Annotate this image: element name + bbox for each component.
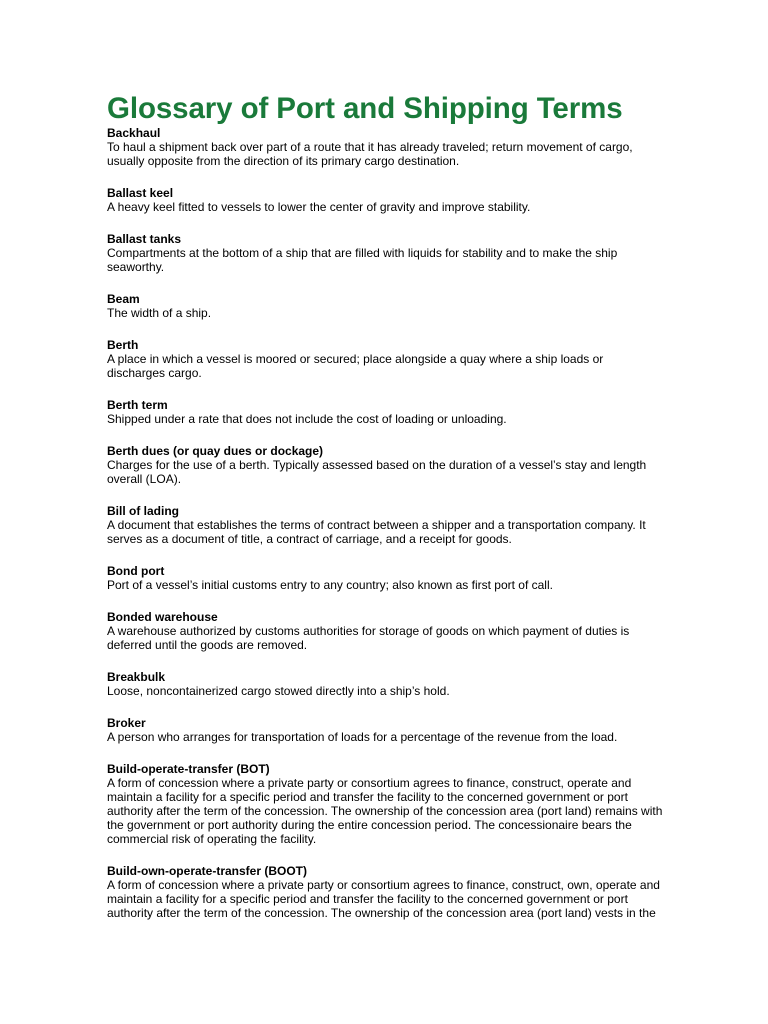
glossary-definition-line: usually opposite from the direction of its primary cargo destination. — [107, 154, 460, 168]
glossary-definition-line: A document that establishes the terms of contract between a shipper and a transportation company. It — [107, 518, 646, 532]
glossary-term: Berth — [107, 338, 139, 352]
glossary-term: Ballast tanks — [107, 232, 182, 246]
entry-spacer — [107, 426, 667, 444]
glossary-entry — [107, 398, 667, 426]
glossary-definition-line: authority after the term of the concession. The ownership of the concession area (port land) remains with — [107, 804, 663, 818]
glossary-entry — [107, 762, 667, 846]
entry-spacer — [107, 380, 667, 398]
glossary-definition-line: A person who arranges for transportation of loads for a percentage of the revenue from the load. — [107, 730, 618, 744]
entry-spacer — [107, 744, 667, 762]
document-page — [107, 92, 667, 920]
glossary-entry — [107, 232, 667, 274]
glossary-list — [107, 126, 667, 920]
entry-spacer — [107, 486, 667, 504]
glossary-term: Bond port — [107, 564, 165, 578]
entry-spacer — [107, 546, 667, 564]
glossary-definition-line: A warehouse authorized by customs authorities for storage of goods on which payment of duties is — [107, 624, 630, 638]
glossary-definition-line: Charges for the use of a berth. Typically assessed based on the duration of a vessel’s stay and length — [107, 458, 647, 472]
glossary-definition-line: Port of a vessel’s initial customs entry to any country; also known as first port of call. — [107, 578, 553, 592]
glossary-definition-line: A form of concession where a private party or consortium agrees to finance, construct, own, operate and — [107, 878, 660, 892]
glossary-entry — [107, 504, 667, 546]
page-title: Glossary of Port and Shipping Terms — [107, 92, 623, 125]
glossary-term: Build-own-operate-transfer (BOOT) — [107, 864, 307, 878]
glossary-definition-line: discharges cargo. — [107, 366, 202, 380]
glossary-term: Bonded warehouse — [107, 610, 218, 624]
entry-spacer — [107, 698, 667, 716]
entry-spacer — [107, 320, 667, 338]
glossary-definition-line: commercial risk of operating the facility. — [107, 832, 317, 846]
glossary-term: Berth dues (or quay dues or dockage) — [107, 444, 324, 458]
glossary-entry — [107, 338, 667, 380]
glossary-entry — [107, 610, 667, 652]
glossary-definition-line: maintain a facility for a specific period and transfer the facility to the concerned government or port — [107, 790, 628, 804]
glossary-definition-line: serves as a document of title, a contract of carriage, and a receipt for goods. — [107, 532, 512, 546]
glossary-term: Ballast keel — [107, 186, 174, 200]
glossary-entry — [107, 186, 667, 214]
glossary-definition-line: the government or port authority during the entire concession period. The concessionaire bears the — [107, 818, 632, 832]
glossary-entry — [107, 292, 667, 320]
glossary-definition-line: authority after the term of the concession. The ownership of the concession area (port land) vests in the — [107, 906, 656, 920]
entry-spacer — [107, 846, 667, 864]
glossary-definition-line: A form of concession where a private party or consortium agrees to finance, construct, operate and — [107, 776, 632, 790]
glossary-definition-line: overall (LOA). — [107, 472, 182, 486]
glossary-entry — [107, 716, 667, 744]
glossary-definition-line: A place in which a vessel is moored or secured; place alongside a quay where a ship loads or — [107, 352, 604, 366]
glossary-term: Breakbulk — [107, 670, 166, 684]
glossary-definition-line: deferred until the goods are removed. — [107, 638, 308, 652]
glossary-term: Bill of lading — [107, 504, 179, 518]
glossary-entry — [107, 864, 667, 920]
glossary-definition-line: seaworthy. — [107, 260, 165, 274]
glossary-definition-line: Loose, noncontainerized cargo stowed directly into a ship’s hold. — [107, 684, 450, 698]
entry-spacer — [107, 168, 667, 186]
entry-spacer — [107, 274, 667, 292]
glossary-term: Berth term — [107, 398, 168, 412]
glossary-entry — [107, 444, 667, 486]
entry-spacer — [107, 592, 667, 610]
glossary-definition-line: Compartments at the bottom of a ship that are filled with liquids for stability and to make the ship — [107, 246, 618, 260]
entry-spacer — [107, 652, 667, 670]
glossary-entry — [107, 670, 667, 698]
entry-spacer — [107, 214, 667, 232]
glossary-definition-line: To haul a shipment back over part of a route that it has already traveled; return movement of cargo, — [107, 140, 633, 154]
glossary-definition-line: maintain a facility for a specific period and transfer the facility to the concerned government or port — [107, 892, 628, 906]
glossary-term: Broker — [107, 716, 146, 730]
glossary-definition-line: The width of a ship. — [107, 306, 212, 320]
glossary-definition-line: A heavy keel fitted to vessels to lower the center of gravity and improve stability. — [107, 200, 531, 214]
glossary-term: Beam — [107, 292, 140, 306]
glossary-entry — [107, 564, 667, 592]
glossary-term: Build-operate-transfer (BOT) — [107, 762, 270, 776]
glossary-term: Backhaul — [107, 126, 161, 140]
glossary-definition-line: Shipped under a rate that does not include the cost of loading or unloading. — [107, 412, 507, 426]
glossary-entry — [107, 126, 667, 168]
